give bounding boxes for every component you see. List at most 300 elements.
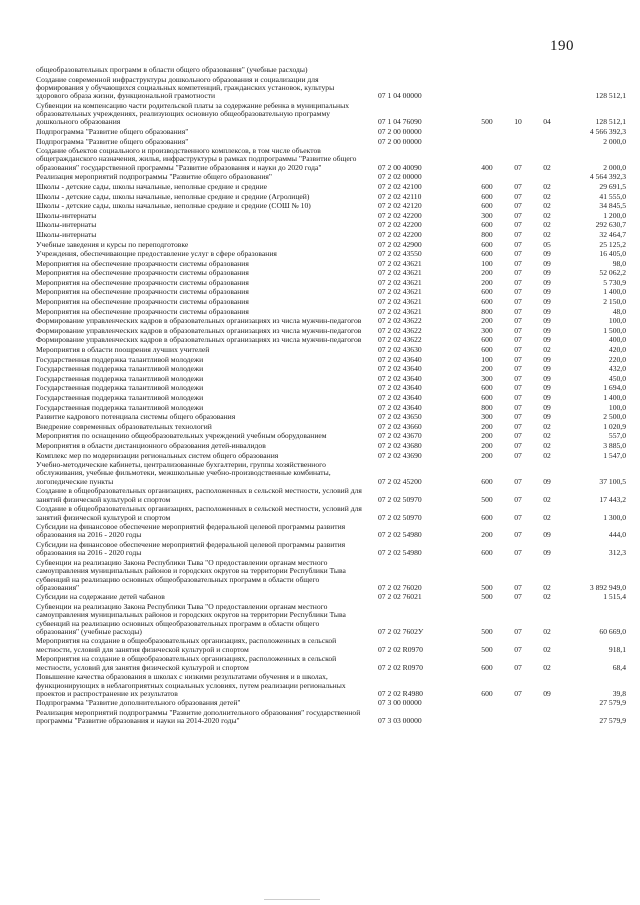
cell-sum: 557,0 [608, 431, 626, 441]
cell-csr: 07 2 02 43630 [378, 345, 422, 355]
cell-vr: 800 [481, 306, 493, 316]
cell-rz: 07 [514, 450, 522, 460]
cell-name: Учебно-методические кабинеты, централизованные бухгалтерии, группы хозяйственного обслуживания, учебные фильмотеки, межшкольные учебно-производственные комбинаты, логопедические пункты [36, 460, 331, 486]
cell-csr: 07 2 02 50970 [378, 512, 422, 522]
cell-pr [534, 128, 562, 138]
cell-rz: 07 [514, 239, 522, 249]
cell-name: Школы-интернаты [36, 210, 97, 220]
cell-vr: 300 [481, 325, 493, 335]
cell-name: Внедрение современных образовательных технологий [36, 421, 212, 431]
cell-name: Комплекс мер по модернизации региональных систем общего образования [36, 450, 279, 460]
cell-sum: 37 100,5 [599, 476, 626, 486]
cell-vr: 600 [481, 335, 493, 345]
cell-name: Мероприятия по оснащению общеобразовательных учреждений учебным оборудованием [36, 431, 327, 441]
cell-sum: 1 547,0 [603, 450, 626, 460]
cell-name: Учебные заведения и курсы по переподготовке [36, 239, 189, 249]
cell-vr: 600 [481, 383, 493, 393]
cell-name: Формирование управленческих кадров в образовательных организациях из числа мужчин-педагогов [36, 316, 362, 326]
cell-vr: 800 [481, 229, 493, 239]
table-row [36, 559, 628, 593]
cell-csr: 07 2 02 43621 [378, 258, 422, 268]
table-row [36, 637, 628, 655]
cell-vr: 200 [481, 421, 493, 431]
table-row [36, 102, 628, 128]
cell-csr: 07 2 02 43621 [378, 277, 422, 287]
cell-pr: 09 [543, 688, 551, 698]
cell-csr: 07 2 02 43690 [378, 450, 422, 460]
cell-vr [472, 76, 504, 102]
cell-pr [534, 699, 562, 709]
cell-pr: 02 [543, 181, 551, 191]
cell-vr: 500 [481, 494, 493, 504]
cell-vr: 200 [481, 277, 493, 287]
cell-sum: 1 400,0 [603, 393, 626, 402]
cell-rz: 07 [514, 297, 522, 307]
cell-sum: 25 125,2 [599, 239, 626, 249]
table-row [36, 523, 628, 541]
cell-sum: 444,0 [608, 530, 626, 540]
cell-pr: 09 [543, 364, 551, 374]
cell-sum: 1 694,0 [603, 383, 626, 393]
cell-name: Школы - детские сады, школы начальные, неполные средние и средние (Агролицей) [36, 191, 310, 201]
cell-pr: 02 [543, 644, 551, 654]
cell-rz: 07 [514, 431, 522, 441]
cell-pr: 02 [543, 626, 551, 636]
cell-sum: 2 500,0 [603, 412, 626, 422]
cell-pr: 02 [543, 220, 551, 230]
cell-rz: 07 [514, 582, 522, 592]
cell-rz: 07 [514, 210, 522, 220]
cell-sum: 100,0 [608, 402, 626, 412]
cell-rz: 07 [514, 316, 522, 326]
cell-sum: 1 200,0 [603, 210, 626, 220]
footer-scan-mark [264, 899, 320, 900]
cell-csr: 07 2 02 76020 [378, 582, 422, 592]
cell-rz: 07 [514, 181, 522, 191]
cell-name: Субвенции на компенсацию части родительской платы за содержание ребенка в муниципальных образовательных учреждениях, реализующих основную общеобразовательную программу дошкольного образования [36, 100, 350, 127]
cell-csr: 07 2 02 42900 [378, 239, 422, 249]
cell-sum: 450,0 [608, 373, 626, 383]
cell-rz: 07 [514, 592, 522, 602]
cell-name: Государственная поддержка талантливой молодежи [36, 364, 204, 374]
cell-rz: 07 [514, 688, 522, 698]
cell-name: общеобразовательных программ в области общего образования" (учебные расходы) [36, 65, 308, 74]
cell-name: Субвенции на реализацию Закона Республики Тыва "О предоставлении органам местного самоуправления муниципальных районов и городских округов на территории Республики Тыва субвенций на реализацию основных общеобразовательных программ в области общего образования" (учебные расходы) [36, 601, 346, 636]
cell-name: Развитие кадрового потенциала системы общего образования [36, 412, 236, 422]
cell-vr [472, 699, 504, 709]
cell-pr: 09 [543, 476, 551, 486]
cell-vr: 200 [481, 440, 493, 450]
cell-sum: 32 464,7 [599, 229, 626, 239]
cell-pr [534, 76, 562, 102]
cell-csr: 07 2 02 43670 [378, 431, 422, 441]
cell-pr [534, 709, 562, 727]
cell-sum: 2 000,0 [603, 136, 626, 146]
cell-csr: 07 2 02 43621 [378, 297, 422, 307]
cell-csr: 07 2 02 43640 [378, 373, 422, 383]
cell-pr: 09 [543, 530, 551, 540]
cell-csr: 07 2 00 00000 [378, 136, 422, 146]
cell-pr [534, 66, 562, 76]
cell-sum: 98,0 [612, 258, 626, 268]
cell-name: Учреждения, обеспечивающие предоставление услуг в сфере образования [36, 249, 277, 259]
cell-pr: 02 [543, 512, 551, 522]
cell-sum: 3 892 949,0 [589, 582, 626, 592]
cell-vr: 600 [481, 220, 493, 230]
cell-name: Создание объектов социального и производственного комплексов, в том числе объектов общегражданского назначения, жилья, инфраструктуры в рамках подпрограммы "Развитие общего образования" государственной программы "Развитие образования и науки до 2020 года" [36, 146, 357, 172]
table-row [36, 487, 628, 505]
cell-name: Подпрограмма "Развитие дополнительного образования детей" [36, 698, 241, 708]
cell-name: Субсидии на финансовое обеспечение мероприятий федеральной целевой программы развития образования на 2016 - 2020 годы [36, 522, 346, 540]
cell-name: Реализация мероприятий подпрограммы "Развитие дополнительного образования" государственной программы "Развитие образования и науки на 2014-2020 годы" [36, 708, 361, 726]
cell-pr: 09 [543, 335, 551, 345]
cell-rz: 10 [514, 117, 522, 127]
cell-sum: 432,0 [608, 364, 626, 374]
cell-rz: 07 [514, 354, 522, 364]
cell-vr: 100 [481, 354, 493, 364]
cell-pr: 09 [543, 277, 551, 287]
cell-rz: 07 [514, 277, 522, 287]
cell-pr: 02 [543, 210, 551, 220]
cell-csr: 07 2 02 54980 [378, 530, 422, 540]
cell-csr: 07 2 02 43640 [378, 402, 422, 412]
cell-rz: 07 [514, 393, 522, 402]
cell-vr: 500 [481, 117, 493, 127]
cell-vr: 200 [481, 431, 493, 441]
table-row [36, 541, 628, 559]
table-row [36, 655, 628, 673]
cell-sum: 400,0 [608, 335, 626, 345]
cell-name: Мероприятия на обеспечение прозрачности системы образования [36, 297, 249, 307]
cell-pr: 09 [543, 383, 551, 393]
cell-pr [534, 138, 562, 148]
cell-rz [504, 76, 534, 102]
cell-csr: 07 2 02 43680 [378, 440, 422, 450]
cell-name: Школы-интернаты [36, 229, 97, 239]
cell-rz: 07 [514, 626, 522, 636]
cell-sum: 27 579,9 [599, 698, 626, 708]
cell-rz: 07 [514, 530, 522, 540]
cell-vr: 100 [481, 258, 493, 268]
cell-rz: 07 [514, 345, 522, 355]
table-row [36, 505, 628, 523]
table-row [36, 461, 628, 487]
cell-sum: 1 515,4 [603, 592, 626, 602]
cell-vr: 600 [481, 287, 493, 297]
cell-sum: 1 020,9 [603, 421, 626, 431]
cell-csr: 07 1 04 76090 [378, 117, 422, 127]
cell-csr: 07 2 02 7602У [378, 626, 424, 636]
cell-sum: 52 062,2 [599, 268, 626, 278]
cell-csr: 07 2 00 40090 [378, 162, 422, 172]
cell-rz: 07 [514, 402, 522, 412]
cell-name: Создание современной инфраструктуры дошкольного образования и социализации для формирования у обучающихся социальных компетенций, гражданских установок, культуры здорового образа жизни, функциональной грамотности [36, 74, 335, 101]
cell-csr: 07 2 02 42200 [378, 210, 422, 220]
cell-sum: 48,0 [612, 306, 626, 316]
cell-rz [504, 128, 534, 138]
cell-name: Мероприятия на обеспечение прозрачности системы образования [36, 287, 249, 297]
cell-csr: 07 2 02 54980 [378, 548, 422, 558]
cell-vr: 600 [481, 297, 493, 307]
cell-sum: 4 564 392,3 [589, 172, 626, 182]
cell-csr: 07 2 02 43550 [378, 249, 422, 259]
cell-sum: 27 579,9 [599, 716, 626, 726]
cell-csr: 07 2 02 43622 [378, 335, 422, 345]
cell-rz: 07 [514, 476, 522, 486]
cell-pr: 02 [543, 431, 551, 441]
cell-pr: 09 [543, 268, 551, 278]
cell-rz: 07 [514, 162, 522, 172]
cell-pr: 09 [543, 373, 551, 383]
cell-csr: 07 2 02 42200 [378, 229, 422, 239]
table-row [36, 212, 628, 222]
cell-name: Мероприятия на обеспечение прозрачности системы образования [36, 268, 249, 278]
cell-sum: 100,0 [608, 316, 626, 326]
cell-sum: 1 400,0 [603, 287, 626, 297]
cell-vr: 500 [481, 644, 493, 654]
cell-rz: 07 [514, 258, 522, 268]
cell-pr: 02 [543, 421, 551, 431]
cell-vr: 600 [481, 181, 493, 191]
cell-rz: 07 [514, 548, 522, 558]
cell-rz: 07 [514, 335, 522, 345]
cell-csr: 07 2 02 43640 [378, 383, 422, 393]
cell-name: Школы - детские сады, школы начальные, неполные средние и средние (СОШ № 10) [36, 201, 311, 211]
cell-rz: 07 [514, 440, 522, 450]
cell-csr [366, 66, 472, 76]
cell-vr: 600 [481, 239, 493, 249]
cell-vr: 200 [481, 450, 493, 460]
cell-pr: 09 [543, 412, 551, 422]
cell-sum: 1 500,0 [603, 325, 626, 335]
cell-vr: 500 [481, 626, 493, 636]
table-row [36, 603, 628, 637]
cell-csr: 07 2 02 43660 [378, 421, 422, 431]
cell-pr: 04 [543, 117, 551, 127]
cell-pr: 02 [543, 345, 551, 355]
cell-name: Государственная поддержка талантливой молодежи [36, 373, 204, 383]
cell-name: Создание в общеобразовательных организациях, расположенных в сельской местности, условий для занятий физической культурой и спортом [36, 504, 362, 522]
cell-csr: 07 2 02 42110 [378, 191, 422, 201]
cell-sum: 5 730,9 [603, 277, 626, 287]
cell-name: Государственная поддержка талантливой молодежи [36, 393, 204, 402]
cell-csr: 07 2 02 43622 [378, 316, 422, 326]
cell-pr: 02 [543, 582, 551, 592]
cell-name: Субсидии на финансовое обеспечение мероприятий федеральной целевой программы развития образования на 2016 - 2020 годы [36, 540, 346, 558]
table-row [36, 673, 628, 699]
cell-rz: 07 [514, 662, 522, 672]
cell-rz: 07 [514, 229, 522, 239]
cell-sum: 4 566 392,3 [589, 126, 626, 136]
cell-vr: 600 [481, 548, 493, 558]
cell-rz: 07 [514, 325, 522, 335]
cell-sum: 128 512,1 [595, 91, 626, 101]
cell-sum: 39,8 [612, 688, 626, 698]
cell-csr: 07 2 02 43650 [378, 412, 422, 422]
cell-vr: 200 [481, 268, 493, 278]
cell-pr: 02 [543, 201, 551, 211]
cell-name: Мероприятия на создание в общеобразовательных организациях, расположенных в сельской местности, условий для занятия физической культурой и спортом [36, 654, 337, 672]
cell-pr: 05 [543, 239, 551, 249]
cell-name: Мероприятия на обеспечение прозрачности системы образования [36, 306, 249, 316]
cell-pr: 09 [543, 393, 551, 402]
cell-rz: 07 [514, 364, 522, 374]
cell-pr: 09 [543, 249, 551, 259]
table-row [36, 76, 628, 102]
cell-name: Создание в общеобразовательных организациях, расположенных в сельской местности, условий для занятий физической культурой и спортом [36, 486, 362, 504]
cell-name: Субвенции на реализацию Закона Республики Тыва "О предоставлении органам местного самоуправления муниципальных районов и городских округов на территории Республики Тыва субвенций на реализацию основных общеобразовательных программ в области общего образования" [36, 557, 346, 592]
cell-csr: 07 2 02 43640 [378, 354, 422, 364]
cell-pr: 02 [543, 162, 551, 172]
cell-sum: 918,1 [608, 644, 626, 654]
cell-rz: 07 [514, 191, 522, 201]
cell-vr: 200 [481, 530, 493, 540]
cell-csr: 07 2 02 43621 [378, 287, 422, 297]
cell-rz: 07 [514, 373, 522, 383]
cell-vr: 400 [481, 162, 493, 172]
cell-csr: 07 2 02 R4980 [378, 688, 423, 698]
cell-rz [504, 66, 534, 76]
cell-name: Формирование управленческих кадров в образовательных организациях из числа мужчин-педагогов [36, 325, 362, 335]
cell-pr: 09 [543, 258, 551, 268]
cell-name: Государственная поддержка талантливой молодежи [36, 402, 204, 412]
cell-name: Мероприятия на обеспечение прозрачности системы образования [36, 277, 249, 287]
cell-csr: 07 2 02 43621 [378, 306, 422, 316]
cell-csr: 07 2 02 50970 [378, 494, 422, 504]
cell-sum: 2 150,0 [603, 297, 626, 307]
cell-name: Школы-интернаты [36, 220, 97, 230]
cell-sum: 3 885,0 [603, 440, 626, 450]
cell-rz [504, 709, 534, 727]
cell-csr: 07 2 02 42200 [378, 220, 422, 230]
cell-rz: 07 [514, 306, 522, 316]
table-row [36, 221, 628, 231]
cell-sum: 16 405,0 [599, 249, 626, 259]
cell-vr: 200 [481, 364, 493, 374]
cell-vr: 600 [481, 249, 493, 259]
cell-csr: 07 2 02 42100 [378, 181, 422, 191]
cell-sum: 60 669,0 [599, 626, 626, 636]
cell-vr: 200 [481, 316, 493, 326]
cell-name: Повышение качества образования в школах с низкими результатами обучения и в школах, функционирующих в неблагоприятных социальных условиях, путем реализации региональных проектов и распространение их результатов [36, 672, 346, 698]
cell-pr: 02 [543, 592, 551, 602]
cell-csr: 07 2 02 R0970 [378, 644, 423, 654]
cell-name: Мероприятия на обеспечение прозрачности системы образования [36, 258, 249, 268]
cell-sum: 1 300,0 [603, 512, 626, 522]
cell-vr [472, 128, 504, 138]
cell-pr: 02 [543, 440, 551, 450]
cell-rz: 07 [514, 220, 522, 230]
cell-name: Реализация мероприятий подпрограммы "Развитие общего образования" [36, 172, 273, 182]
cell-name: Подпрограмма "Развитие общего образования" [36, 136, 189, 146]
cell-sum: 2 000,0 [603, 162, 626, 172]
cell-csr: 07 1 04 00000 [378, 91, 422, 101]
cell-pr: 09 [543, 306, 551, 316]
cell-rz [504, 138, 534, 148]
cell-csr: 07 2 02 43640 [378, 364, 422, 374]
cell-csr: 07 3 00 00000 [378, 698, 422, 708]
cell-rz: 07 [514, 494, 522, 504]
cell-sum: 29 691,5 [599, 181, 626, 191]
cell-pr: 09 [543, 402, 551, 412]
cell-rz: 07 [514, 383, 522, 393]
cell-name: Мероприятия в области дистанционного образования детей-инвалидов [36, 440, 266, 450]
budget-table-body [36, 66, 628, 727]
cell-rz: 07 [514, 268, 522, 278]
cell-sum: 41 555,0 [599, 191, 626, 201]
cell-csr: 07 2 02 00000 [378, 172, 422, 182]
cell-csr: 07 2 02 43622 [378, 325, 422, 335]
cell-sum: 420,0 [608, 345, 626, 355]
table-row [36, 202, 628, 212]
cell-vr: 600 [481, 191, 493, 201]
cell-rz: 07 [514, 512, 522, 522]
cell-pr: 09 [543, 297, 551, 307]
cell-name: Государственная поддержка талантливой молодежи [36, 383, 204, 393]
cell-sum: 292 630,7 [595, 220, 626, 230]
cell-vr: 600 [481, 393, 493, 402]
cell-pr: 09 [543, 287, 551, 297]
cell-vr: 600 [481, 201, 493, 211]
page-number: 190 [550, 38, 574, 54]
cell-rz: 07 [514, 249, 522, 259]
cell-rz: 07 [514, 201, 522, 211]
cell-sum: 68,4 [612, 662, 626, 672]
cell-csr: 07 3 03 00000 [378, 716, 422, 726]
cell-rz: 07 [514, 421, 522, 431]
cell-vr: 300 [481, 412, 493, 422]
cell-vr: 600 [481, 512, 493, 522]
cell-pr: 02 [543, 450, 551, 460]
cell-vr: 300 [481, 373, 493, 383]
cell-csr: 07 2 02 45200 [378, 476, 422, 486]
cell-pr: 02 [543, 494, 551, 504]
cell-name: Мероприятия на создание в общеобразовательных организациях, расположенных в сельской местности, условий для занятия физической культурой и спортом [36, 636, 337, 654]
cell-rz: 07 [514, 412, 522, 422]
cell-name: Формирование управленческих кадров в образовательных организациях из числа мужчин-педагогов [36, 335, 362, 345]
cell-pr: 02 [543, 229, 551, 239]
table-row [36, 147, 628, 173]
cell-name: Государственная поддержка талантливой молодежи [36, 354, 204, 364]
cell-csr: 07 2 00 00000 [378, 126, 422, 136]
cell-csr: 07 2 02 76021 [378, 592, 422, 602]
cell-pr: 09 [543, 548, 551, 558]
cell-sum: 17 443,2 [599, 494, 626, 504]
cell-vr [472, 66, 504, 76]
cell-sum: 312,3 [608, 548, 626, 558]
cell-vr: 600 [481, 688, 493, 698]
cell-vr: 800 [481, 402, 493, 412]
cell-pr: 09 [543, 316, 551, 326]
cell-sum [562, 66, 628, 76]
cell-rz: 07 [514, 287, 522, 297]
cell-name: Мероприятия в области поощрения лучших учителей [36, 345, 210, 355]
cell-pr: 02 [543, 191, 551, 201]
budget-table [36, 66, 628, 727]
cell-vr [472, 709, 504, 727]
table-row [36, 709, 628, 727]
cell-rz [504, 699, 534, 709]
cell-csr: 07 2 02 42120 [378, 201, 422, 211]
cell-vr: 600 [481, 662, 493, 672]
cell-vr: 300 [481, 210, 493, 220]
cell-name: Школы - детские сады, школы начальные, неполные средние и средние [36, 181, 268, 191]
cell-rz: 07 [514, 644, 522, 654]
cell-csr: 07 2 02 43640 [378, 393, 422, 402]
cell-pr: 09 [543, 354, 551, 364]
cell-name: Субсидии на содержание детей чабанов [36, 592, 165, 602]
cell-sum: 128 512,1 [595, 117, 626, 127]
